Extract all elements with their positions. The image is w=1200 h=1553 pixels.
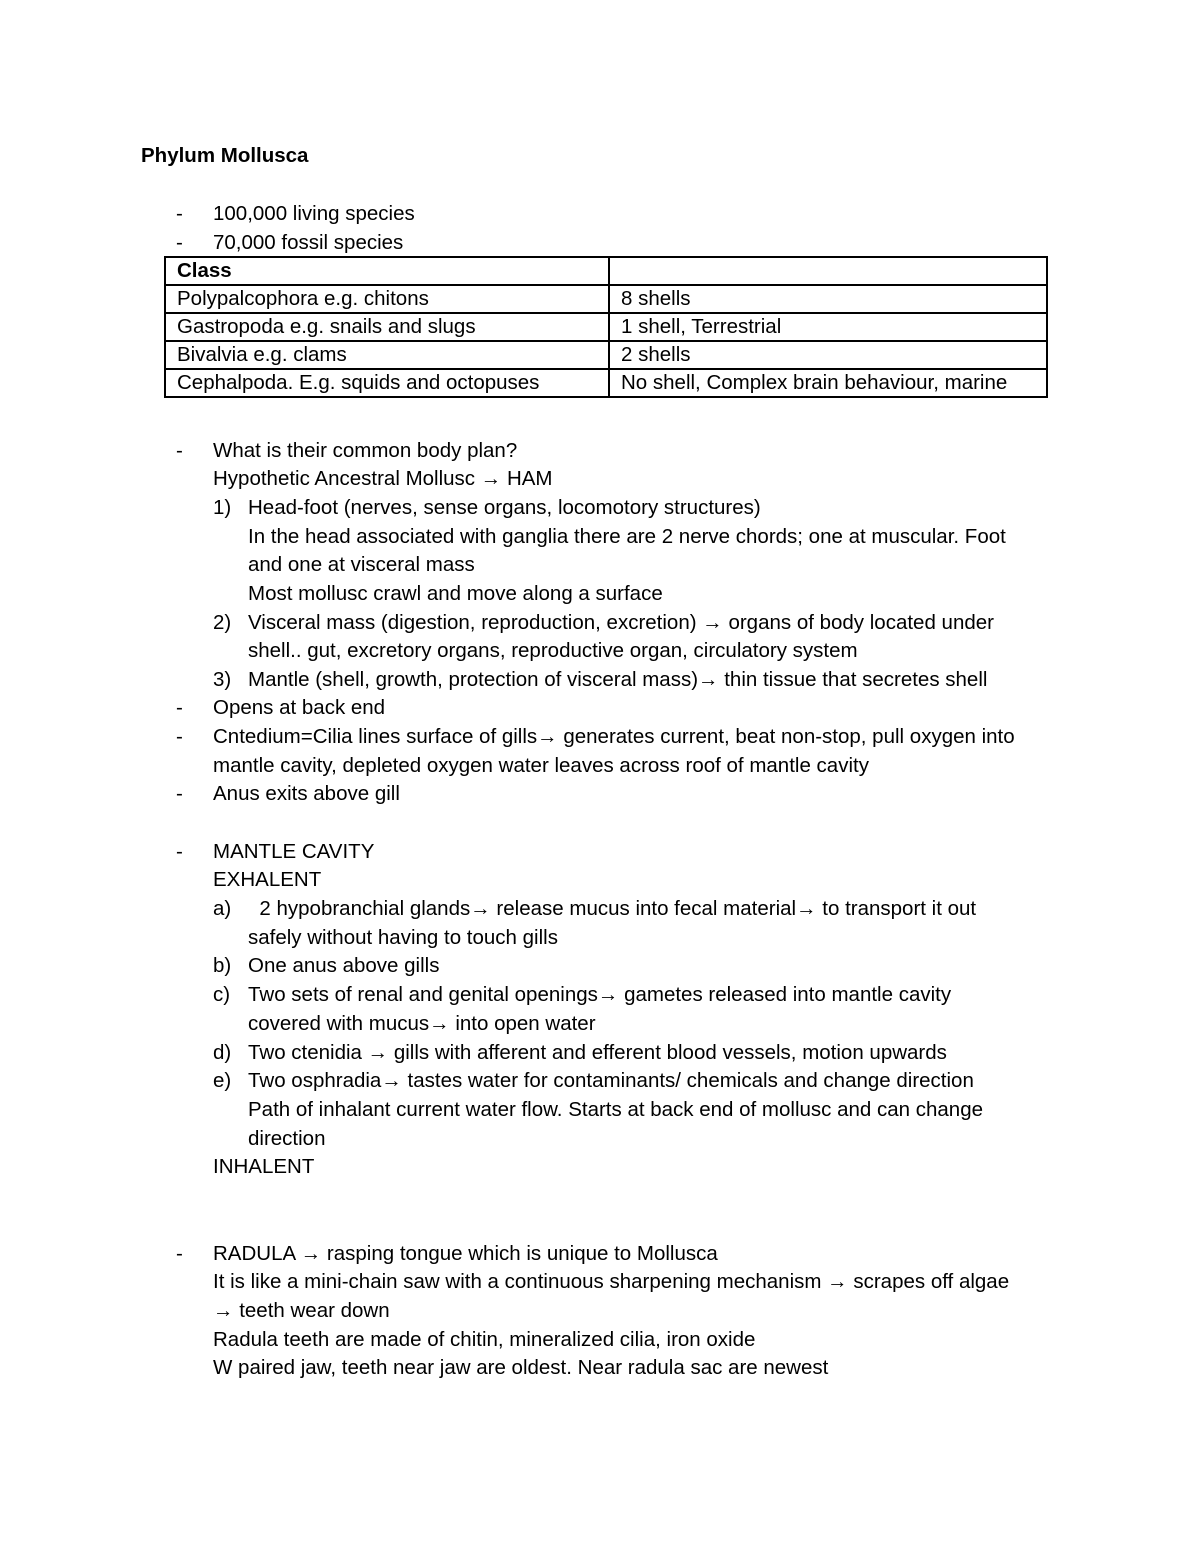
item-letter: a) [213,897,232,920]
bullet-text: 100,000 living species [213,202,415,225]
radula-text: RADULA → rasping tongue which is unique to Mollusca [213,1242,718,1265]
table-header-row [165,257,1047,285]
item-letter: e) [213,1069,232,1092]
bullet-dash: - [176,696,183,719]
table-row [165,341,1047,369]
table-header-cell [609,257,1047,285]
mantle-heading: MANTLE CAVITY [213,840,375,863]
ham-line: Hypothetic Ancestral Mollusc → HAM [213,467,553,490]
bullet-text: mantle cavity, depleted oxygen water leaves across roof of mantle cavity [213,754,869,777]
table-header-cell: Class [165,257,609,285]
class-table [164,256,1048,398]
item-number: 3) [213,668,232,691]
body-plan-question: What is their common body plan? [213,439,518,462]
item-text: 2 hypobranchial glands→ release mucus into fecal material→ to transport it out [248,897,977,920]
bullet-dash: - [176,1242,183,1265]
item-letter: c) [213,983,231,1006]
table-cell: Gastropoda e.g. snails and slugs [165,313,609,341]
bullet-dash: - [176,439,183,462]
table-cell: 8 shells [609,285,1047,313]
table-row [165,313,1047,341]
table-cell: 1 shell, Terrestrial [609,313,1047,341]
item-text: Two ctenidia → gills with afferent and efferent blood vessels, motion upwards [248,1041,947,1064]
item-text: Visceral mass (digestion, reproduction, excretion) → organs of body located under [248,611,994,634]
bullet-dash: - [176,725,183,748]
item-letter: d) [213,1041,232,1064]
item-text: Two sets of renal and genital openings→ gametes released into mantle cavity [248,983,952,1006]
item-text: One anus above gills [248,954,440,977]
table-cell: Cephalpoda. E.g. squids and octopuses [165,369,609,397]
item-number: 2) [213,611,232,634]
bullet-dash: - [176,202,183,225]
mantle-subheading: EXHALENT [213,868,322,891]
bullet-text: 70,000 fossil species [213,231,404,254]
item-text: safely without having to touch gills [248,926,558,949]
bullet-text: Opens at back end [213,696,386,719]
table-cell: Polypalcophora e.g. chitons [165,285,609,313]
bullet-dash: - [176,782,183,805]
table-cell: 2 shells [609,341,1047,369]
table-row [165,285,1047,313]
table-cell: No shell, Complex brain behaviour, marine [609,369,1047,397]
item-text: shell.. gut, excretory organs, reproductive organ, circulatory system [248,639,858,662]
mantle-footer: INHALENT [213,1155,315,1178]
item-text: Path of inhalant current water flow. Starts at back end of mollusc and can change [248,1098,984,1121]
bullet-text: Anus exits above gill [213,782,400,805]
item-text: Two osphradia→ tastes water for contaminants/ chemicals and change direction [248,1069,974,1092]
item-text: direction [248,1127,326,1150]
table-row [165,369,1047,397]
item-text: Most mollusc crawl and move along a surface [248,582,663,605]
bullet-dash: - [176,840,183,863]
item-number: 1) [213,496,232,519]
bullet-dash: - [176,231,183,254]
radula-text: Radula teeth are made of chitin, mineralized cilia, iron oxide [213,1328,756,1351]
item-text: and one at visceral mass [248,553,475,576]
item-letter: b) [213,954,232,977]
item-text: Head-foot (nerves, sense organs, locomotory structures) [248,496,761,519]
radula-text: → teeth wear down [213,1299,390,1322]
bullet-text: Cntedium=Cilia lines surface of gills→ generates current, beat non-stop, pull oxygen into [213,725,1015,748]
item-text: In the head associated with ganglia there are 2 nerve chords; one at muscular. Foot [248,525,1006,548]
item-text: covered with mucus→ into open water [248,1012,596,1035]
item-text: Mantle (shell, growth, protection of visceral mass)→ thin tissue that secretes shell [248,668,988,691]
page-title: Phylum Mollusca [141,144,309,167]
radula-text: W paired jaw, teeth near jaw are oldest. Near radula sac are newest [213,1356,829,1379]
radula-text: It is like a mini-chain saw with a continuous sharpening mechanism → scrapes off algae [213,1270,1010,1293]
table-cell: Bivalvia e.g. clams [165,341,609,369]
